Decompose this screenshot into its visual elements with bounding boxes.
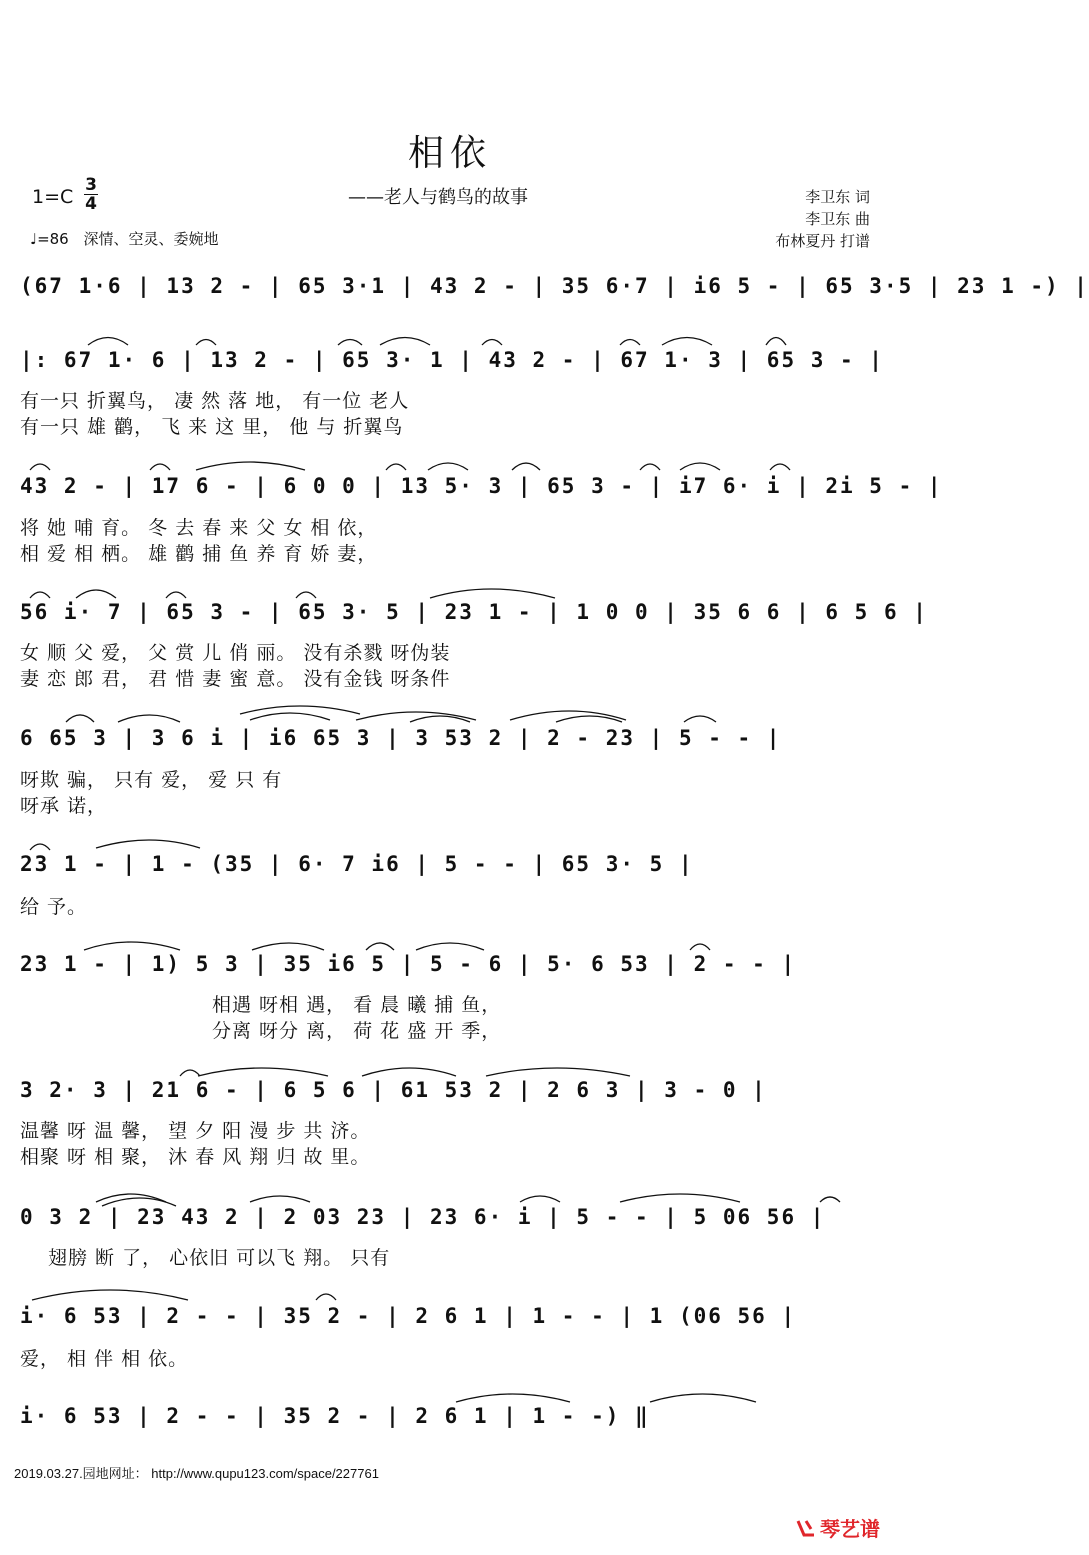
system-7-notes: 23 1 - | 1) 5 3 | 35 i6 5 | 5 - 6 | 5· 6 53 | 2 - - | [20, 952, 797, 976]
footer-source: 2019.03.27.园地网址： http://www.qupu123.com/space/227761 [14, 1466, 379, 1481]
lyricist: 李卫东 词 [805, 188, 870, 206]
system-11-notes: i· 6 53 | 2 - - | 35 2 - | 2 6 1 | 1 - -) ‖ [20, 1404, 650, 1428]
system-7-lyric-1: 相遇 呀相 遇， 看 晨 曦 捕 鱼， [212, 994, 502, 1016]
system-9-lyric-1: 翅膀 断 了， 心依旧 可以飞 翔。 只有 [48, 1247, 391, 1269]
system-5-lyric-1: 呀欺 骗， 只有 爱， 爱 只 有 [20, 769, 283, 791]
system-2-lyric-1: 有一只 折翼鸟， 凄 然 落 地， 有一位 老人 [20, 390, 410, 412]
system-6-notes: 23 1 - | 1 - (35 | 6· 7 i6 | 5 - - | 65 3· 5 | [20, 852, 694, 876]
system-3-lyric-2: 相 爱 相 栖。 雄 鹳 捕 鱼 养 育 娇 妻， [20, 543, 378, 565]
system-1-notes: (67 1·6 | 13 2 - | 65 3·1 | 43 2 - | 35 6·7 | i6 5 - | 65 3·5 | 23 1 -) | [20, 274, 1089, 298]
tempo: ♩=86 [30, 230, 69, 248]
system-3-lyric-1: 将 她 哺 育。 冬 去 春 来 父 女 相 依， [20, 517, 378, 539]
system-7-lyric-2: 分离 呀分 离， 荷 花 盛 开 季， [212, 1020, 502, 1042]
logo-mark-icon [795, 1517, 817, 1539]
transcriber: 布林夏丹 打谱 [775, 232, 870, 250]
system-8-lyric-2: 相聚 呀 相 聚， 沐 春 风 翔 归 故 里。 [20, 1146, 371, 1168]
system-8-lyric-1: 温馨 呀 温 馨， 望 夕 阳 漫 步 共 济。 [20, 1120, 371, 1142]
system-10-notes: i· 6 53 | 2 - - | 35 2 - | 2 6 1 | 1 - - | 1 (06 56 | [20, 1304, 797, 1328]
system-2-lyric-2: 有一只 雄 鹳， 飞 来 这 里， 他 与 折翼鸟 [20, 416, 404, 438]
system-10-lyric-1: 爱， 相 伴 相 依。 [20, 1348, 189, 1370]
system-9-notes: 0 3 2 | 23 43 2 | 2 03 23 | 23 6· i | 5 - - | 5 06 56 | [20, 1205, 826, 1229]
composer: 李卫东 曲 [805, 210, 870, 228]
brand-logo [795, 1513, 880, 1542]
system-5-notes: 6 65 3 | 3 6 i | i6 65 3 | 3 53 2 | 2 - 23 | 5 - - | [20, 726, 782, 750]
system-2-notes: |: 67 1· 6 | 13 2 - | 65 3· 1 | 43 2 - | 67 1· 3 | 65 3 - | [20, 348, 884, 372]
key-signature: 1=C [32, 186, 74, 208]
time-signature-top: 3 [85, 175, 97, 195]
subtitle: ——老人与鹤鸟的故事 [348, 187, 528, 208]
system-5-lyric-2: 呀承 诺， [20, 795, 108, 817]
page-title: 相依 [407, 133, 492, 174]
system-4-lyric-2: 妻 恋 郎 君， 君 惜 妻 蜜 意。 没有金钱 呀条件 [20, 668, 451, 690]
system-3-notes: 43 2 - | 17 6 - | 6 0 0 | 13 5· 3 | 65 3 - | i7 6· i | 2i 5 - | [20, 474, 943, 498]
expression: 深情、空灵、委婉地 [83, 230, 219, 248]
logo-text: 琴艺谱 [820, 1517, 880, 1541]
system-4-lyric-1: 女 顺 父 爱， 父 赏 儿 俏 丽。 没有杀戮 呀伪装 [20, 642, 451, 664]
system-8-notes: 3 2· 3 | 21 6 - | 6 5 6 | 61 53 2 | 2 6 3 | 3 - 0 | [20, 1078, 767, 1102]
system-6-lyric-1: 给 予。 [20, 896, 88, 918]
time-signature-bottom: 4 [85, 194, 97, 214]
system-4-notes: 56 i· 7 | 65 3 - | 65 3· 5 | 23 1 - | 1 0 0 | 35 6 6 | 6 5 6 | [20, 600, 928, 624]
